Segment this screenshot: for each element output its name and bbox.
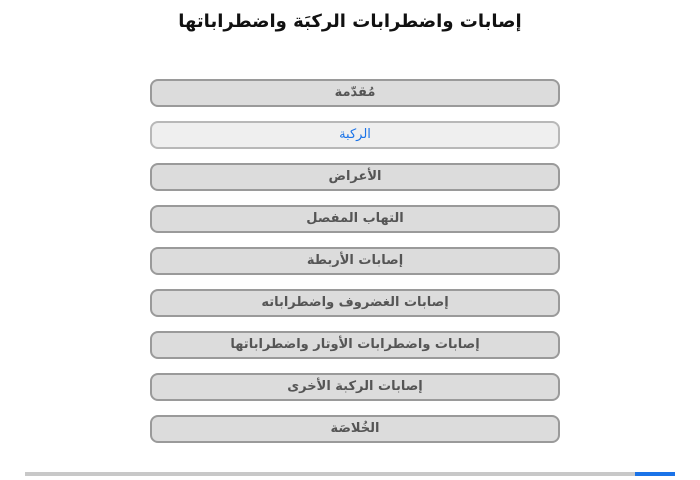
menu-item-tendon-injuries[interactable]: إصابات واضطرابات الأوتار واضطراباتها bbox=[150, 331, 560, 359]
menu-item-other-knee-injuries[interactable]: إصابات الركبة الأخرى bbox=[150, 373, 560, 401]
page-title: إصابات واضطرابات الركبَة واضطراباتها bbox=[178, 11, 522, 32]
menu-item-cartilage-injuries[interactable]: إصابات الغضروف واضطراباته bbox=[150, 289, 560, 317]
menu-item-symptoms[interactable]: الأعراض bbox=[150, 163, 560, 191]
section-menu bbox=[150, 79, 560, 457]
menu-item-arthritis[interactable]: التهاب المفصل bbox=[150, 205, 560, 233]
menu-item-ligament-injuries[interactable]: إصابات الأربطة bbox=[150, 247, 560, 275]
progress-bar bbox=[25, 472, 675, 476]
menu-item-introduction[interactable]: مُقدّمة bbox=[150, 79, 560, 107]
progress-bar-fill bbox=[635, 472, 675, 476]
menu-item-summary[interactable]: الخُلاصَة bbox=[150, 415, 560, 443]
menu-item-knee[interactable]: الركبة bbox=[150, 121, 560, 149]
